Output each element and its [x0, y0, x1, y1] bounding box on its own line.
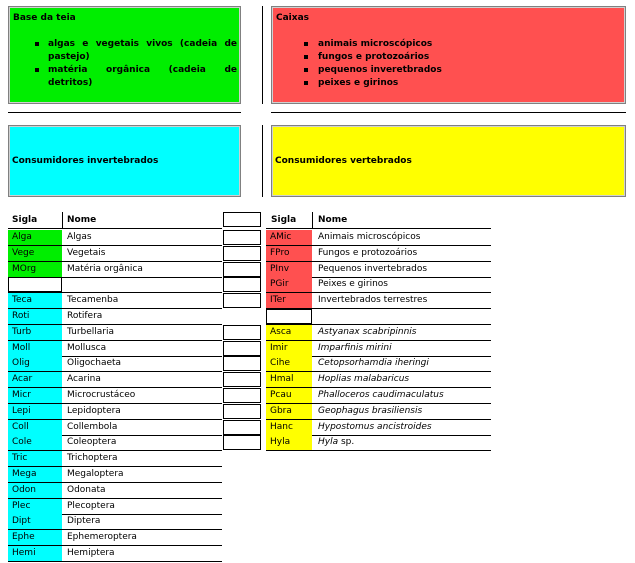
nome-cell: Astyanax scabripinnis [318, 326, 417, 337]
table-row [8, 467, 222, 482]
consumidores-vertebrados-box [271, 125, 626, 197]
table-row [266, 277, 491, 292]
table-row [266, 246, 491, 261]
table-row [8, 388, 222, 403]
nome-cell: Hemiptera [67, 548, 115, 558]
header-divider [62, 212, 63, 228]
sigla-cell: Odon [8, 483, 62, 498]
sigla-cell: Lepi [8, 404, 62, 419]
caixas-title: Caixas [276, 13, 309, 23]
table-row [266, 404, 491, 419]
sigla-cell: Imir [266, 341, 312, 356]
nome-cell: Matéria orgânica [67, 263, 143, 274]
empty-cell [223, 277, 261, 292]
nome-cell: Rotifera [67, 311, 103, 321]
table-row [8, 325, 222, 340]
empty-cell [223, 404, 261, 419]
sigla-cell: MOrg [8, 262, 62, 277]
nome-cell: Mollusca [67, 342, 107, 353]
right-header-nome: Nome [318, 215, 348, 225]
nome-cell: Invertebrados terrestres [318, 295, 428, 306]
nome-cell: Turbellaria [67, 326, 115, 337]
base-da-teia-title: Base da teia [13, 13, 76, 23]
sigla-cell: Vege [8, 246, 62, 261]
table-row [8, 356, 222, 371]
sigla-cell: Hyla [266, 435, 312, 450]
sigla-cell: Turb [8, 325, 62, 340]
sigla-cell: Hanc [266, 420, 312, 435]
sigla-cell: Roti [8, 309, 62, 324]
base-da-teia-box [8, 6, 241, 104]
table-row [266, 356, 491, 371]
nome-cell: Pequenos invertebrados [318, 263, 428, 274]
empty-cell [223, 262, 261, 277]
header-divider [8, 228, 222, 229]
sigla-cell: AMic [266, 230, 312, 245]
sigla-cell: Ephe [8, 530, 62, 545]
sigla-cell: Acar [8, 372, 62, 387]
empty-cell [223, 293, 261, 308]
nome-cell: Hyla sp. [318, 437, 355, 448]
sigla-cell: Hmal [266, 372, 312, 387]
table-row [8, 435, 222, 450]
sigla-cell: ITer [266, 293, 312, 308]
list-item: algas e vegetais vivos (cadeia de pastejo) [13, 38, 237, 64]
list-item: pequenos inveretbrados [276, 64, 622, 77]
nome-cell: Oligochaeta [67, 358, 122, 369]
divider [271, 112, 626, 113]
table-row [8, 293, 222, 308]
nome-cell: Diptera [67, 516, 101, 527]
nome-cell: Geophagus brasiliensis [318, 405, 423, 416]
nome-cell: Odonata [67, 484, 106, 495]
table-row [266, 372, 491, 387]
table-row [8, 277, 222, 292]
empty-cell [223, 435, 261, 450]
table-row [266, 435, 491, 450]
table-row [8, 246, 222, 261]
nome-cell: Phalloceros caudimaculatus [318, 390, 444, 400]
nome-cell: Cetopsorhamdia iheringi [318, 358, 429, 369]
caixas-box [271, 6, 626, 104]
sigla-cell: Pcau [266, 388, 312, 403]
nome-cell: Animais microscópicos [318, 232, 421, 242]
sigla-cell: PGir [266, 277, 312, 292]
nome-cell: Trichoptera [67, 453, 118, 464]
table-row [8, 230, 222, 245]
header-divider [312, 212, 313, 228]
nome-cell: Plecoptera [67, 500, 115, 511]
table-row [266, 230, 491, 245]
nome-cell: Acarina [67, 374, 101, 385]
empty-cell [223, 388, 261, 403]
nome-cell: Peixes e girinos [318, 279, 388, 290]
nome-cell: Coleoptera [67, 437, 117, 448]
sigla-cell [266, 309, 312, 324]
table-row [266, 420, 491, 435]
nome-cell: Vegetais [67, 247, 106, 258]
empty-cell [223, 230, 261, 245]
table-row [8, 546, 222, 561]
nome-cell: Ephemeroptera [67, 532, 137, 543]
table-row [266, 293, 491, 308]
nome-cell: Imparfinis mirini [318, 342, 392, 353]
consumidores-invertebrados-box [8, 125, 241, 197]
sigla-cell: Tric [8, 451, 62, 466]
table-row [8, 341, 222, 356]
sigla-cell: FPro [266, 246, 312, 261]
consumidores-invertebrados-title: Consumidores invertebrados [12, 156, 159, 166]
list-item: peixes e girinos [276, 77, 622, 90]
empty-cell [223, 372, 261, 387]
nome-cell: Algas [67, 232, 92, 242]
table-row [8, 420, 222, 435]
table-row [8, 309, 222, 324]
nome-cell: Tecamenba [67, 295, 119, 306]
table-row [8, 451, 222, 466]
table-row [8, 483, 222, 498]
sigla-cell [8, 277, 62, 292]
sigla-cell: Gbra [266, 404, 312, 419]
sigla-cell: Hemi [8, 546, 62, 561]
table-row [8, 499, 222, 514]
sigla-cell: Micr [8, 388, 62, 403]
table-row [8, 530, 222, 545]
nome-cell: Collembola [67, 421, 118, 432]
table-row [266, 325, 491, 340]
caixas-list [276, 38, 622, 90]
table-row [8, 514, 222, 529]
sigla-cell: Olig [8, 356, 62, 371]
empty-cell [223, 420, 261, 435]
table-row [8, 372, 222, 387]
sigla-cell: Cihe [266, 356, 312, 371]
table-row [266, 309, 491, 324]
nome-cell: Lepidoptera [67, 405, 121, 416]
list-item: fungos e protozoários [276, 51, 622, 64]
sigla-cell: Dipt [8, 514, 62, 529]
list-item: animais microscópicos [276, 38, 622, 51]
header-divider [266, 228, 491, 229]
sigla-cell: Plec [8, 499, 62, 514]
left-header-sigla: Sigla [12, 215, 38, 225]
nome-cell: Megaloptera [67, 469, 124, 479]
sigla-cell: Teca [8, 293, 62, 308]
sigla-cell: Mega [8, 467, 62, 482]
right-header-sigla: Sigla [271, 215, 297, 225]
empty-cell [223, 341, 261, 356]
left-header-nome: Nome [67, 215, 97, 225]
nome-cell: Fungos e protozoários [318, 247, 418, 258]
empty-cell [223, 212, 261, 227]
table-row [8, 404, 222, 419]
table-row [266, 262, 491, 277]
sigla-cell: PInv [266, 262, 312, 277]
empty-cell [223, 356, 261, 371]
sigla-cell: Asca [266, 325, 312, 340]
table-row [266, 341, 491, 356]
divider [262, 125, 263, 197]
nome-cell: Hypostomus ancistroides [318, 421, 432, 432]
sigla-cell: Coll [8, 420, 62, 435]
base-da-teia-list [13, 38, 237, 90]
nome-cell: Microcrustáceo [67, 390, 136, 400]
divider [262, 6, 263, 104]
nome-cell: Hoplias malabaricus [318, 374, 410, 385]
sigla-cell: Alga [8, 230, 62, 245]
list-item: matéria orgânica (cadeia de detritos) [13, 64, 237, 90]
empty-cell [223, 246, 261, 261]
sigla-cell: Moll [8, 341, 62, 356]
empty-cell [223, 325, 261, 340]
table-row [266, 388, 491, 403]
divider [8, 112, 241, 113]
consumidores-vertebrados-title: Consumidores vertebrados [275, 156, 412, 166]
table-row [8, 262, 222, 277]
sigla-cell: Cole [8, 435, 62, 450]
